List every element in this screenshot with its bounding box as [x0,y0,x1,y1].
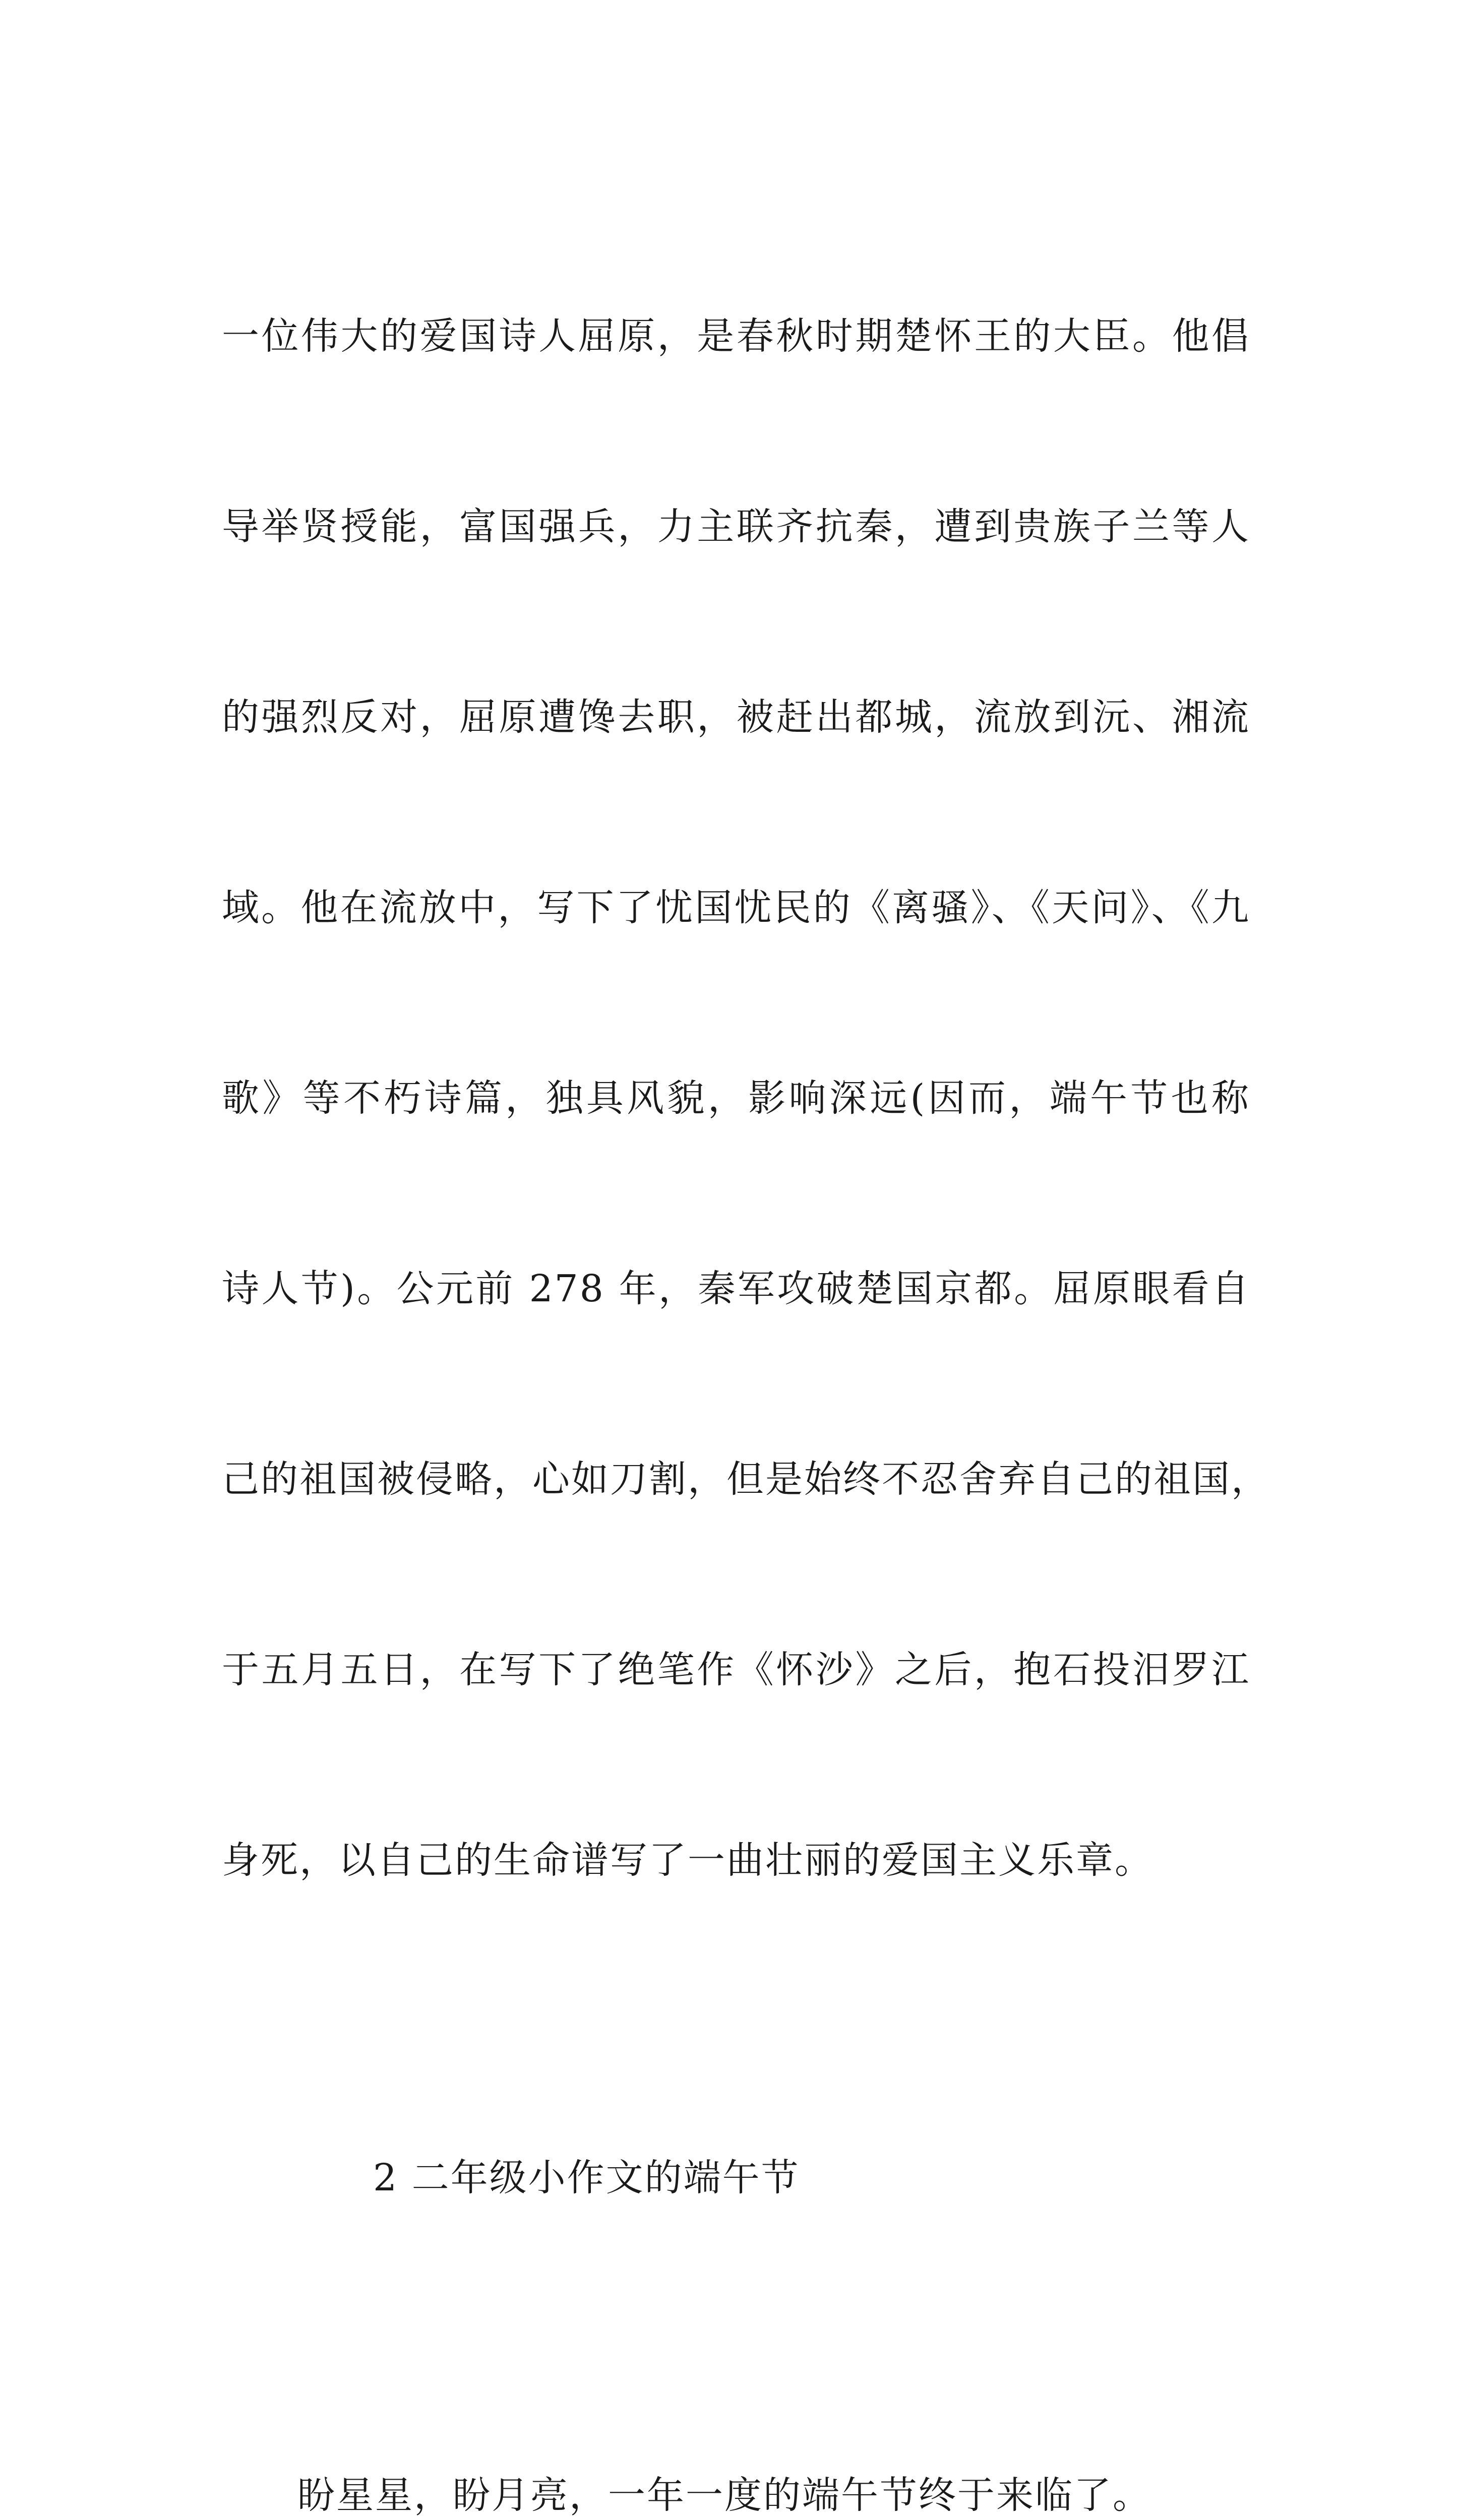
text-line: 于五月五日，在写下了绝笔作《怀沙》之后，抱石投汨罗江 [222,1648,1250,1691]
text-line: 导举贤授能，富国强兵，力主联齐抗秦，遭到贵族子兰等人 [222,505,1250,548]
text-line: 身死，以自己的生命谱写了一曲壮丽的爱国主义乐章。 [222,1839,1153,1882]
paragraph-continuation [222,177,1270,2019]
document-body [222,177,1270,2520]
section-heading [222,2019,1250,2337]
text-line: 诗人节)。公元前 278 年，秦军攻破楚国京都。屈原眼看自 [222,1267,1250,1310]
text-line: 一位伟大的爱国诗人屈原，是春秋时期楚怀王的大臣。他倡 [222,314,1250,358]
heading-text: 2 二年级小作文的端午节 [373,2156,800,2199]
text-line: 歌》等不朽诗篇，独具风貌，影响深远(因而，端午节也称 [222,1077,1250,1120]
paragraph [222,2337,1250,2520]
text-line: 己的祖国被侵略，心如刀割，但是始终不忍舍弃自己的祖国， [222,1458,1270,1501]
text-line: 域。他在流放中，写下了忧国忧民的《离骚》、《天问》、《九 [222,886,1250,929]
text-line: 盼星星，盼月亮，一年一度的端午节终于来临了。 [297,2474,1151,2517]
text-line: 的强烈反对，屈原遭馋去职，被赶出都城，流放到沅、湘流 [222,696,1250,739]
